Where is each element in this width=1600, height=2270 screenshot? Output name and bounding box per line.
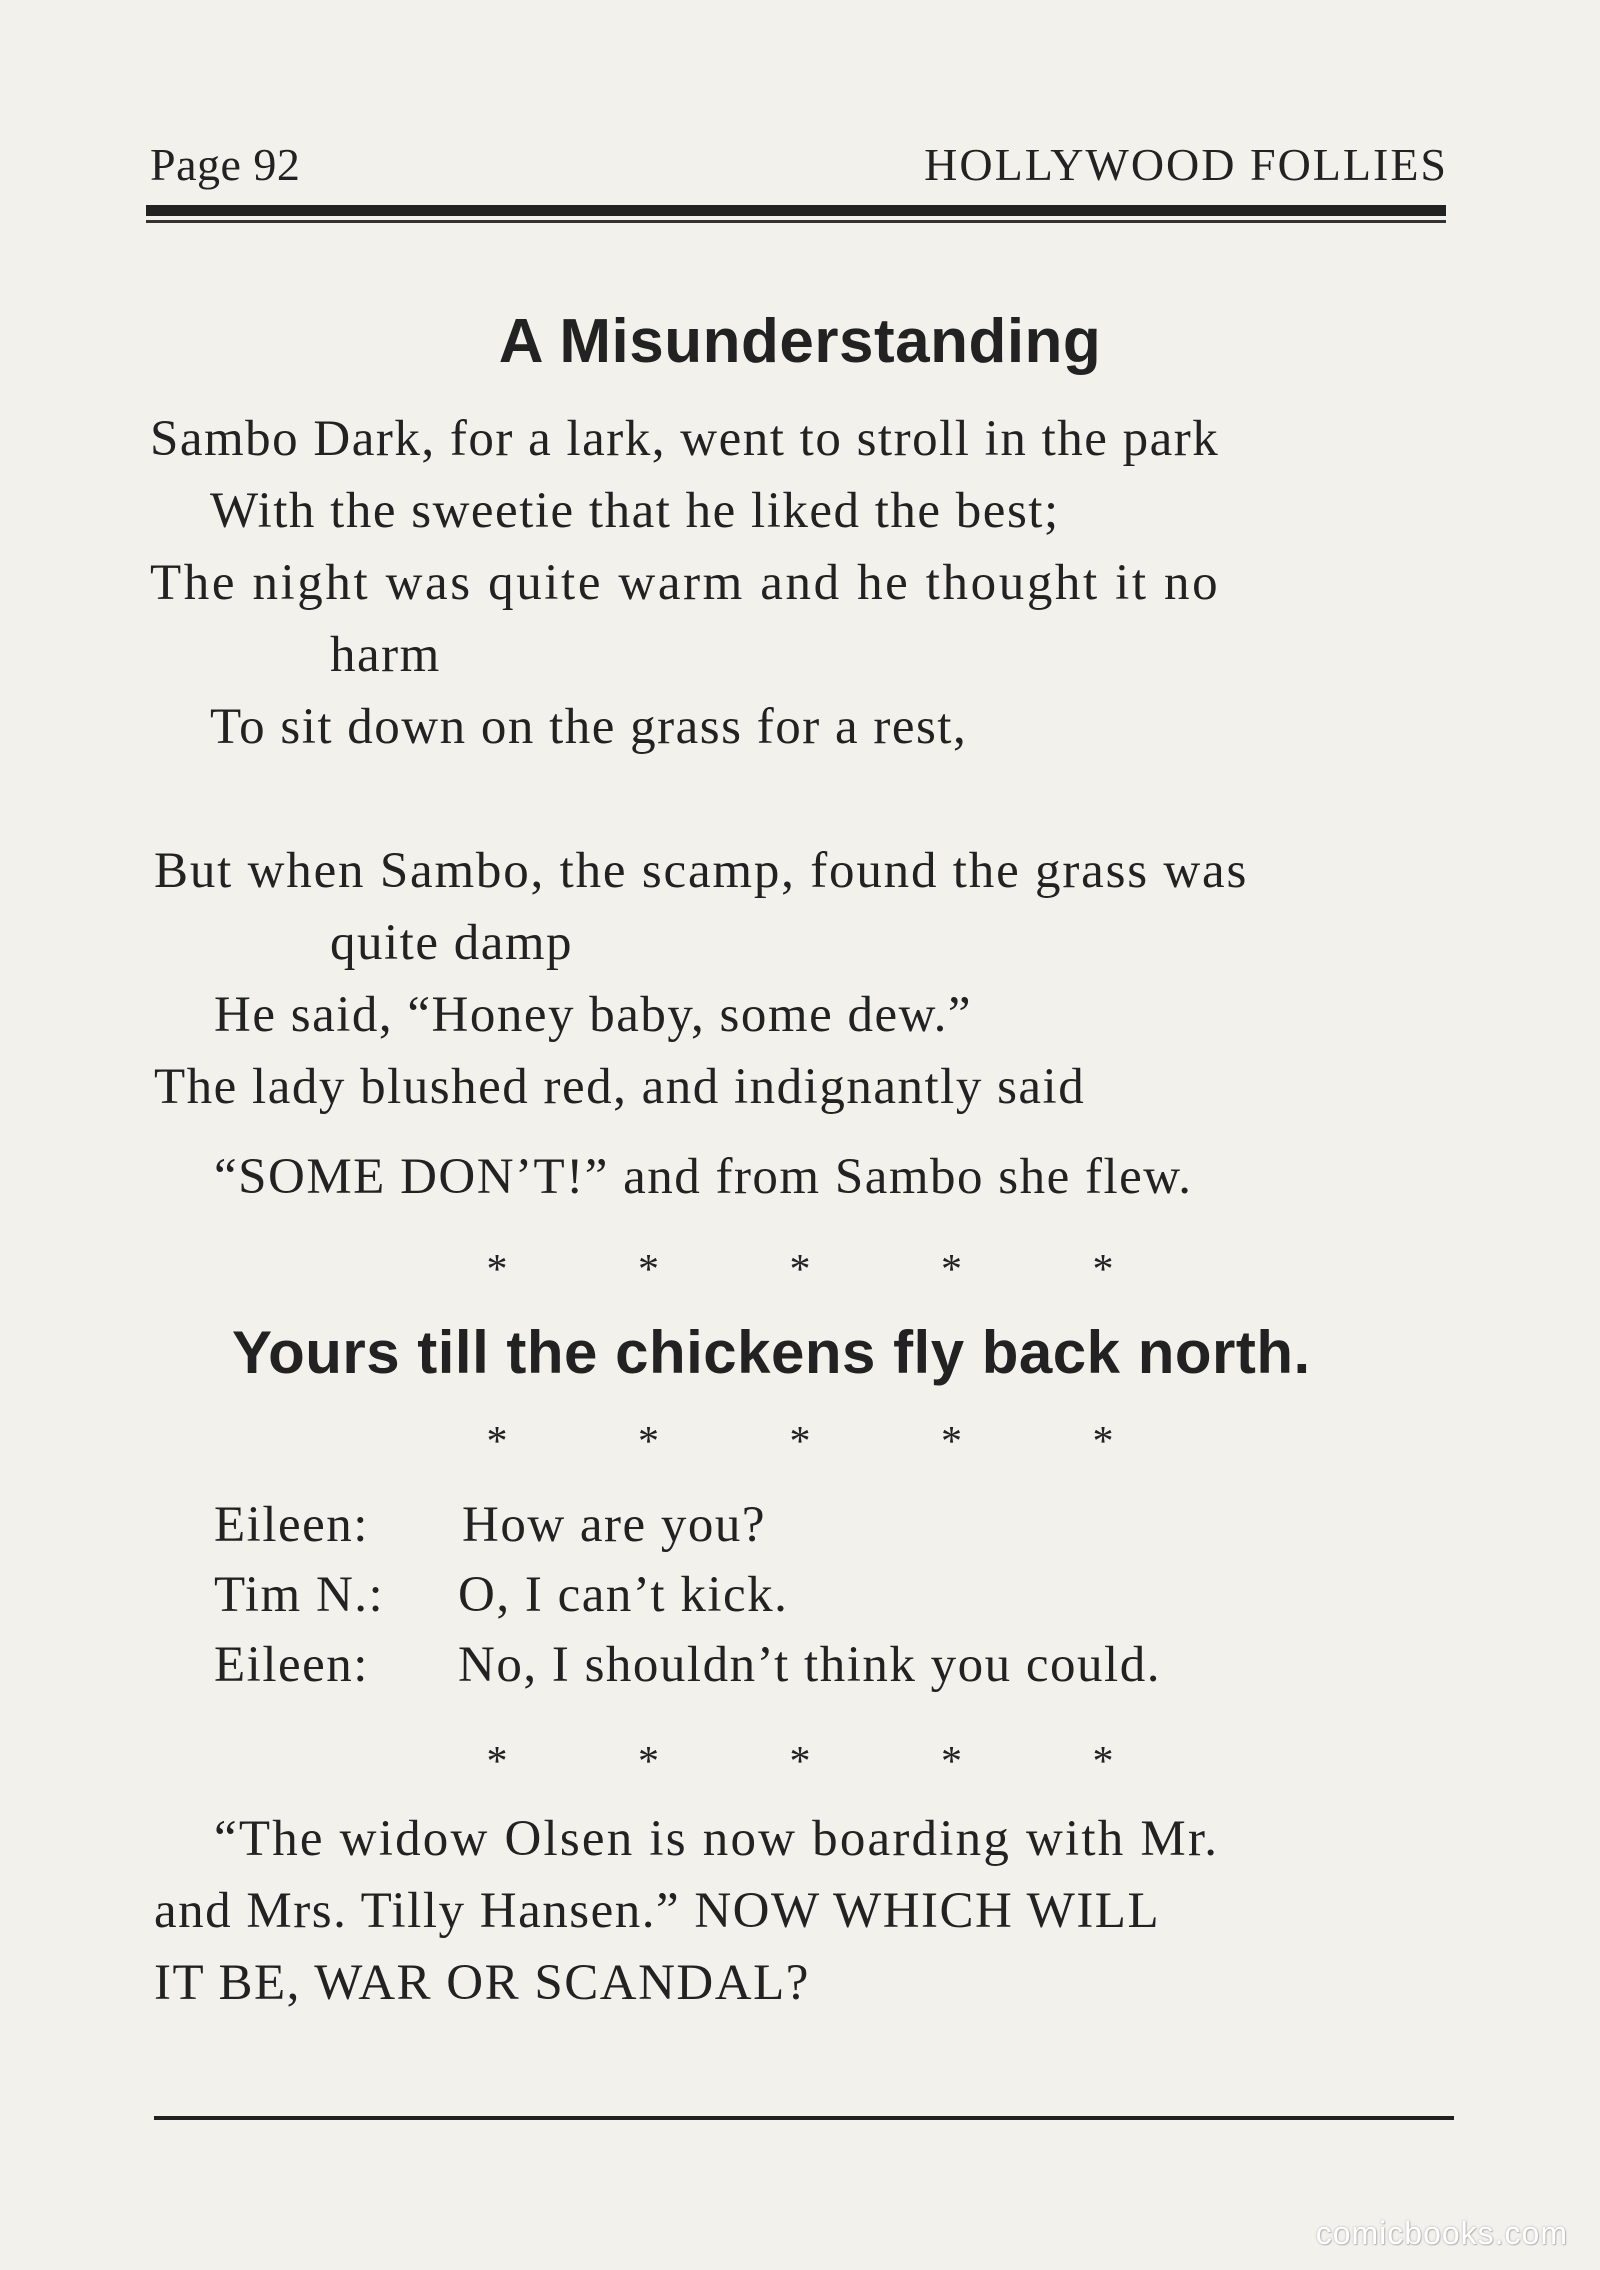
header-rule bbox=[146, 205, 1446, 216]
poem-title: A Misunderstanding bbox=[498, 307, 1102, 376]
dialogue-speaker: Eileen: bbox=[214, 1637, 369, 1693]
slogan: Yours till the chickens fly back north. bbox=[232, 1319, 1311, 1386]
poem-line: “SOME DON’T!” and from Sambo she flew. bbox=[214, 1149, 1193, 1205]
closing-line: “The widow Olsen is now boarding with Mr. bbox=[214, 1811, 1220, 1867]
poem-line: quite damp bbox=[330, 915, 574, 971]
header-rule-thin bbox=[146, 220, 1446, 223]
poem-line: With the sweetie that he liked the best; bbox=[210, 483, 1060, 539]
dialogue-line: O, I can’t kick. bbox=[458, 1567, 789, 1623]
page-number: Page 92 bbox=[150, 139, 301, 190]
footer-rule bbox=[154, 2116, 1454, 2120]
dialogue-line: How are you? bbox=[462, 1497, 767, 1553]
running-title: HOLLYWOOD FOLLIES bbox=[924, 139, 1448, 190]
dialogue-speaker: Tim N.: bbox=[214, 1567, 385, 1623]
dialogue-speaker: Eileen: bbox=[214, 1497, 369, 1553]
separator-stars: * * * * * bbox=[486, 1419, 1174, 1465]
poem-line: harm bbox=[330, 627, 441, 683]
poem-line: But when Sambo, the scamp, found the grass was bbox=[154, 843, 1249, 899]
separator-stars: * * * * * bbox=[486, 1247, 1174, 1293]
closing-line: and Mrs. Tilly Hansen.” NOW WHICH WILL bbox=[154, 1883, 1161, 1939]
separator-stars: * * * * * bbox=[486, 1739, 1174, 1785]
watermark: comicbooks.com bbox=[1315, 2215, 1568, 2251]
poem-line: He said, “Honey baby, some dew.” bbox=[214, 987, 972, 1043]
poem-line: Sambo Dark, for a lark, went to stroll in the park bbox=[150, 411, 1220, 467]
poem-line: To sit down on the grass for a rest, bbox=[210, 699, 968, 755]
closing-line: IT BE, WAR OR SCANDAL? bbox=[154, 1955, 810, 2011]
poem-line: The lady blushed red, and indignantly said bbox=[154, 1059, 1086, 1115]
poem-line: The night was quite warm and he thought it no bbox=[150, 555, 1221, 611]
dialogue-line: No, I shouldn’t think you could. bbox=[458, 1637, 1161, 1693]
